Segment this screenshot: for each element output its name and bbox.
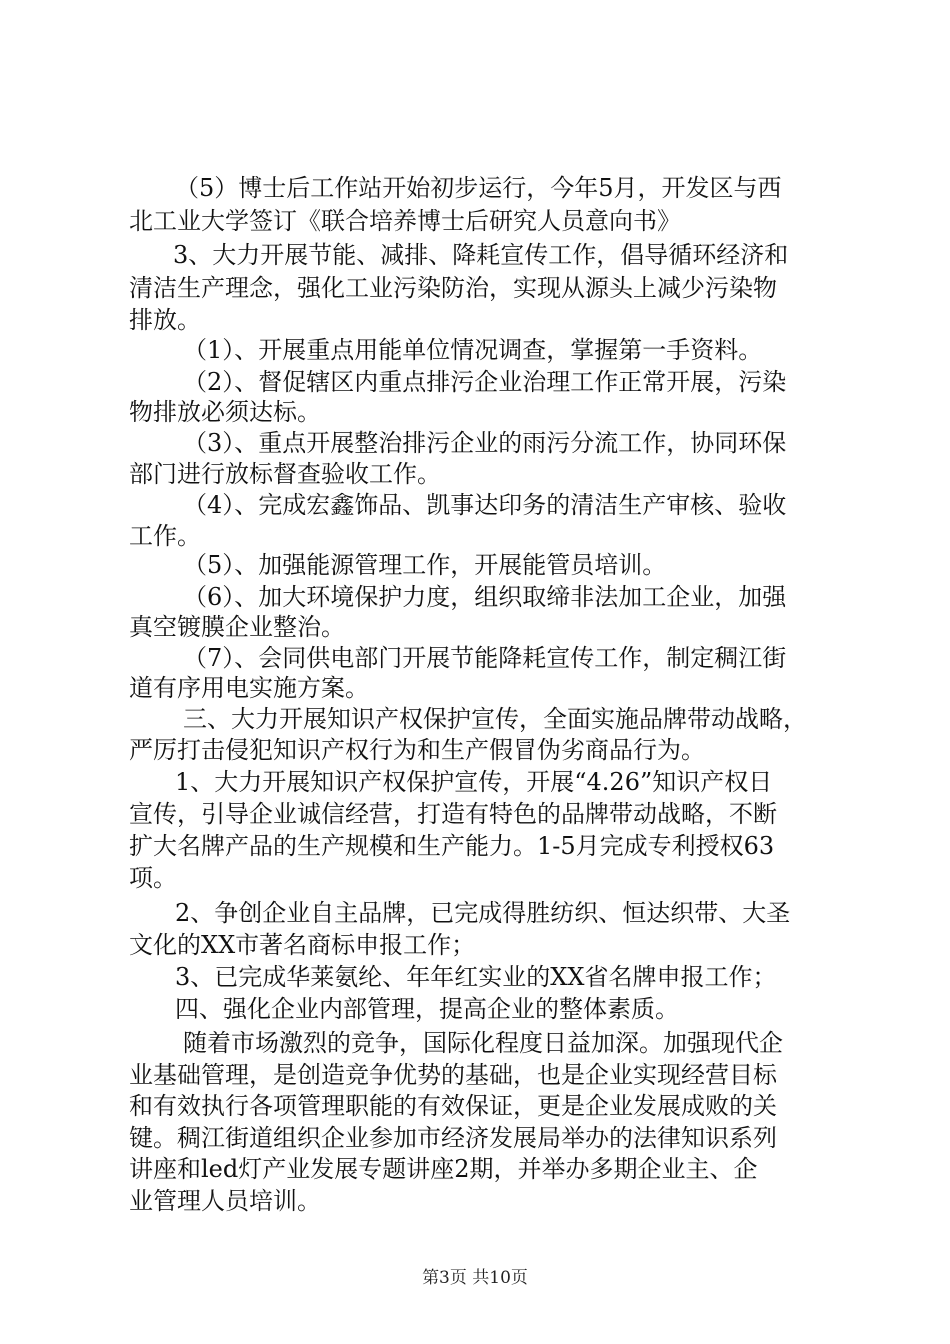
text-line: 键。稠江街道组织企业参加市经济发展局举办的法律知识系列 (129, 1124, 777, 1152)
text-line: 3、大力开展节能、减排、降耗宣传工作，倡导循环经济和 (173, 241, 789, 269)
text-line: 1、大力开展知识产权保护宣传，开展“4.26”知识产权日 (175, 768, 773, 796)
text-line: 四、强化企业内部管理，提高企业的整体素质。 (175, 995, 679, 1023)
text-line: 项。 (129, 864, 177, 892)
text-line: 文化的XX市著名商标申报工作； (129, 931, 476, 959)
text-line: （2）、督促辖区内重点排污企业治理工作正常开展，污染 (183, 368, 787, 396)
text-line: （5）博士后工作站开始初步运行，今年5月，开发区与西 (175, 174, 782, 202)
text-line: 北工业大学签订《联合培养博士后研究人员意向书》 (129, 207, 681, 235)
text-line: 清洁生产理念，强化工业污染防治，实现从源头上减少污染物 (129, 274, 777, 302)
text-line: （5）、加强能源管理工作，开展能管员培训。 (183, 551, 667, 579)
text-line: （4）、完成宏鑫饰品、凯事达印务的清洁生产审核、验收 (183, 491, 787, 519)
text-line: （7）、会同供电部门开展节能降耗宣传工作，制定稠江街 (183, 644, 787, 672)
text-line: （1）、开展重点用能单位情况调查，掌握第一手资料。 (183, 336, 763, 364)
text-line: 2、争创企业自主品牌，已完成得胜纺织、恒达织带、大圣 (175, 899, 791, 927)
text-line: 业基础管理，是创造竞争优势的基础，也是企业实现经营目标 (129, 1061, 777, 1089)
text-line: 道有序用电实施方案。 (129, 674, 369, 702)
text-line: 和有效执行各项管理职能的有效保证，更是企业发展成败的关 (129, 1092, 777, 1120)
text-line: 工作。 (129, 522, 201, 550)
text-line: 严厉打击侵犯知识产权行为和生产假冒伪劣商品行为。 (129, 736, 705, 764)
text-line: 3、已完成华莱氨纶、年年红实业的XX省名牌申报工作； (175, 963, 777, 991)
text-line: 宣传，引导企业诚信经营，打造有特色的品牌带动战略，不断 (129, 800, 777, 828)
text-line: 真空镀膜企业整治。 (129, 613, 345, 641)
page-number-footer: 第3页 共10页 (422, 1268, 528, 1288)
text-line: 讲座和led灯产业发展专题讲座2期，并举办多期企业主、企 (129, 1155, 758, 1183)
text-line: 部门进行放标督查验收工作。 (129, 460, 441, 488)
text-line: （3）、重点开展整治排污企业的雨污分流工作，协同环保 (183, 429, 787, 457)
text-line: 随着市场激烈的竞争，国际化程度日益加深。加强现代企 (183, 1029, 783, 1057)
text-line: 三、大力开展知识产权保护宣传，全面实施品牌带动战略， (183, 705, 807, 733)
text-line: （6）、加大环境保护力度，组织取缔非法加工企业，加强 (183, 583, 787, 611)
text-line: 业管理人员培训。 (129, 1187, 321, 1215)
text-line: 物排放必须达标。 (129, 398, 321, 426)
text-line: 扩大名牌产品的生产规模和生产能力。1-5月完成专利授权63 (129, 832, 775, 860)
text-line: 排放。 (129, 306, 201, 334)
